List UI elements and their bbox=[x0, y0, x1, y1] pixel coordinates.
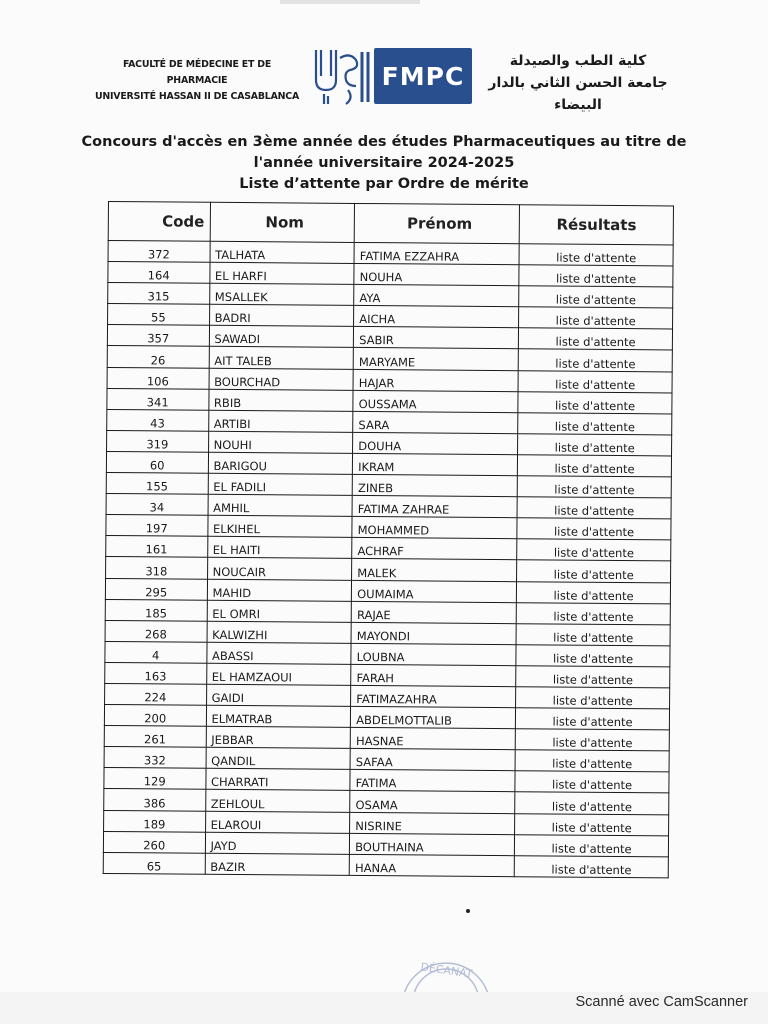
cell-prenom: HAJAR bbox=[353, 369, 518, 391]
cell-prenom: DOUHA bbox=[353, 432, 518, 454]
cell-nom: KALWIZHI bbox=[207, 621, 352, 643]
cell-nom: AIT TALEB bbox=[209, 347, 354, 369]
cell-code: 129 bbox=[104, 768, 206, 790]
cell-resultat: liste d'attente bbox=[518, 455, 672, 477]
faculty-name-fr-line1: FACULTÉ DE MÉDECINE ET DE PHARMACIE bbox=[122, 59, 272, 86]
cell-resultat: liste d'attente bbox=[518, 349, 672, 371]
cell-nom: BAZIR bbox=[205, 853, 350, 875]
cell-nom: AMHIL bbox=[208, 494, 353, 516]
cell-resultat: liste d'attente bbox=[518, 370, 672, 392]
document-title bbox=[80, 132, 688, 195]
cell-resultat: liste d'attente bbox=[517, 602, 671, 624]
cell-resultat: liste d'attente bbox=[519, 265, 673, 287]
cell-code: 161 bbox=[106, 536, 208, 558]
cell-code: 155 bbox=[106, 473, 208, 495]
cell-code: 65 bbox=[103, 852, 205, 874]
cell-code: 197 bbox=[106, 515, 208, 537]
cell-resultat: liste d'attente bbox=[517, 539, 671, 561]
cell-code: 318 bbox=[106, 557, 208, 579]
cell-resultat: liste d'attente bbox=[518, 434, 672, 456]
cell-resultat: liste d'attente bbox=[519, 307, 673, 329]
cell-code: 268 bbox=[105, 620, 207, 642]
faculty-name-fr bbox=[92, 57, 302, 105]
cell-nom: SAWADI bbox=[209, 326, 354, 348]
cell-prenom: FARAH bbox=[351, 664, 516, 686]
cell-nom: JAYD bbox=[205, 832, 350, 854]
cell-nom: RBIB bbox=[208, 389, 353, 411]
cell-prenom: RAJAE bbox=[351, 601, 516, 623]
cell-code: 106 bbox=[107, 367, 209, 389]
cell-nom: EL HARFI bbox=[209, 262, 354, 284]
table-row bbox=[103, 852, 668, 878]
cell-prenom: FATIMA bbox=[350, 770, 515, 792]
cell-resultat: liste d'attente bbox=[515, 834, 669, 856]
cell-code: 260 bbox=[103, 831, 205, 853]
cell-code: 261 bbox=[104, 726, 206, 748]
cell-nom: CHARRATI bbox=[205, 769, 350, 791]
cell-nom: EL HAMZAOUI bbox=[206, 663, 351, 685]
cell-nom: MAHID bbox=[207, 579, 352, 601]
logo-box bbox=[374, 48, 472, 104]
ink-dot bbox=[466, 909, 470, 913]
cell-prenom: BOUTHAINA bbox=[350, 833, 515, 855]
cell-nom: ELAROUI bbox=[205, 811, 350, 833]
table-body bbox=[103, 241, 673, 878]
cell-prenom: HANAA bbox=[349, 854, 514, 876]
cell-nom: TALHATA bbox=[210, 241, 355, 263]
cell-nom: BARIGOU bbox=[208, 452, 353, 474]
cell-code: 163 bbox=[105, 662, 207, 684]
cell-nom: BOURCHAD bbox=[209, 368, 354, 390]
cell-prenom: SAFAA bbox=[350, 749, 515, 771]
cell-resultat: liste d'attente bbox=[515, 855, 669, 877]
cell-prenom: LOUBNA bbox=[351, 643, 516, 665]
cell-resultat: liste d'attente bbox=[517, 518, 671, 540]
cell-code: 43 bbox=[107, 409, 209, 431]
cell-prenom: OUSSAMA bbox=[353, 390, 518, 412]
cell-resultat: liste d'attente bbox=[515, 771, 669, 793]
cell-nom: BADRI bbox=[209, 305, 354, 327]
cell-code: 341 bbox=[107, 388, 209, 410]
cell-code: 55 bbox=[108, 304, 210, 326]
cell-code: 386 bbox=[104, 789, 206, 811]
cell-resultat: liste d'attente bbox=[519, 328, 673, 350]
camscanner-footer: Scanné avec CamScanner bbox=[575, 994, 748, 1010]
cell-prenom: FATIMAZAHRA bbox=[351, 685, 516, 707]
table-header-row bbox=[108, 202, 673, 245]
cell-nom: MSALLEK bbox=[209, 283, 354, 305]
cell-resultat: liste d'attente bbox=[515, 792, 669, 814]
cell-prenom: HASNAE bbox=[350, 728, 515, 750]
cell-resultat: liste d'attente bbox=[516, 666, 670, 688]
cell-nom: ELKIHEL bbox=[207, 516, 352, 538]
cell-prenom: MALEK bbox=[352, 559, 517, 581]
cell-prenom: MAYONDI bbox=[351, 622, 516, 644]
cell-nom: ZEHLOUL bbox=[205, 790, 350, 812]
cell-code: 357 bbox=[107, 325, 209, 347]
scan-edge bbox=[280, 0, 420, 4]
cell-code: 164 bbox=[108, 262, 210, 284]
cell-code: 332 bbox=[104, 747, 206, 769]
faculty-name-fr-line2: UNIVERSITÉ HASSAN II DE CASABLANCA bbox=[94, 91, 300, 102]
cell-resultat: liste d'attente bbox=[518, 412, 672, 434]
cell-code: 200 bbox=[104, 705, 206, 727]
cell-nom: EL FADILI bbox=[208, 473, 353, 495]
cell-prenom: ACHRAF bbox=[352, 538, 517, 560]
cell-resultat: liste d'attente bbox=[516, 623, 670, 645]
cell-resultat: liste d'attente bbox=[515, 750, 669, 772]
cell-nom: EL OMRI bbox=[207, 600, 352, 622]
logo-text: FMPC bbox=[381, 61, 465, 91]
cell-resultat: liste d'attente bbox=[515, 813, 669, 835]
cell-nom: ELMATRAB bbox=[206, 705, 351, 727]
cell-nom: ARTIBI bbox=[208, 410, 353, 432]
results-table bbox=[103, 201, 674, 878]
cell-resultat: liste d'attente bbox=[518, 476, 672, 498]
cell-resultat: liste d'attente bbox=[517, 560, 671, 582]
cell-nom: JEBBAR bbox=[206, 726, 351, 748]
cell-prenom: AYA bbox=[354, 285, 519, 307]
cell-code: 295 bbox=[105, 578, 207, 600]
title-line2: l'année universitaire 2024-2025 bbox=[253, 155, 515, 171]
cell-prenom: AICHA bbox=[354, 306, 519, 328]
cell-prenom: OUMAIMA bbox=[352, 580, 517, 602]
cell-prenom: OSAMA bbox=[350, 791, 515, 813]
faculty-name-ar-line1: كلية الطب والصيدلة bbox=[509, 53, 647, 69]
cell-code: 60 bbox=[106, 451, 208, 473]
cell-prenom: IKRAM bbox=[353, 453, 518, 475]
cell-code: 189 bbox=[104, 810, 206, 832]
cell-prenom: FATIMA ZAHRAE bbox=[352, 496, 517, 518]
cell-resultat: liste d'attente bbox=[518, 391, 672, 413]
cell-prenom: ZINEB bbox=[352, 474, 517, 496]
cell-resultat: liste d'attente bbox=[516, 708, 670, 730]
cell-code: 372 bbox=[108, 241, 210, 263]
decanat-stamp-icon bbox=[396, 916, 496, 996]
cell-nom: NOUHI bbox=[208, 431, 353, 453]
cell-nom: EL HAITI bbox=[207, 537, 352, 559]
cell-resultat: liste d'attente bbox=[517, 497, 671, 519]
cell-resultat: liste d'attente bbox=[516, 687, 670, 709]
cell-code: 319 bbox=[107, 430, 209, 452]
cell-code: 26 bbox=[107, 346, 209, 368]
faculty-name-ar bbox=[488, 50, 668, 116]
cell-nom: NOUCAIR bbox=[207, 558, 352, 580]
faculty-name-ar-line2: جامعة الحسن الثاني بالدار البيضاء bbox=[488, 75, 668, 113]
cell-prenom: NISRINE bbox=[350, 812, 515, 834]
cell-prenom: MOHAMMED bbox=[352, 517, 517, 539]
title-line3: Liste d’attente par Ordre de mérite bbox=[239, 176, 529, 192]
university-emblem-icon bbox=[310, 46, 374, 108]
cell-code: 224 bbox=[105, 683, 207, 705]
cell-resultat: liste d'attente bbox=[516, 729, 670, 751]
header-nom: Nom bbox=[210, 202, 355, 242]
cell-code: 4 bbox=[105, 641, 207, 663]
cell-prenom: SABIR bbox=[354, 327, 519, 349]
cell-code: 34 bbox=[106, 494, 208, 516]
cell-prenom: MARYAME bbox=[353, 348, 518, 370]
cell-nom: QANDIL bbox=[206, 748, 351, 770]
title-line1: Concours d'accès en 3ème année des études Pharmaceutiques au titre de bbox=[81, 134, 687, 150]
cell-prenom: ABDELMOTTALIB bbox=[351, 706, 516, 728]
cell-resultat: liste d'attente bbox=[519, 286, 673, 308]
cell-prenom: FATIMA EZZAHRA bbox=[354, 242, 519, 264]
cell-code: 185 bbox=[105, 599, 207, 621]
cell-prenom: NOUHA bbox=[354, 264, 519, 286]
cell-code: 315 bbox=[108, 283, 210, 305]
header-prenom: Prénom bbox=[354, 203, 519, 243]
cell-resultat: liste d'attente bbox=[516, 645, 670, 667]
header-code: Code bbox=[108, 202, 210, 242]
cell-prenom: SARA bbox=[353, 411, 518, 433]
cell-resultat: liste d'attente bbox=[517, 581, 671, 603]
svg-text:DÉCANAT: DÉCANAT bbox=[419, 960, 474, 981]
cell-nom: GAIDI bbox=[206, 684, 351, 706]
cell-resultat: liste d'attente bbox=[519, 244, 673, 266]
cell-nom: ABASSI bbox=[206, 642, 351, 664]
header-resultats: Résultats bbox=[519, 205, 673, 245]
fmpc-logo bbox=[310, 46, 474, 108]
